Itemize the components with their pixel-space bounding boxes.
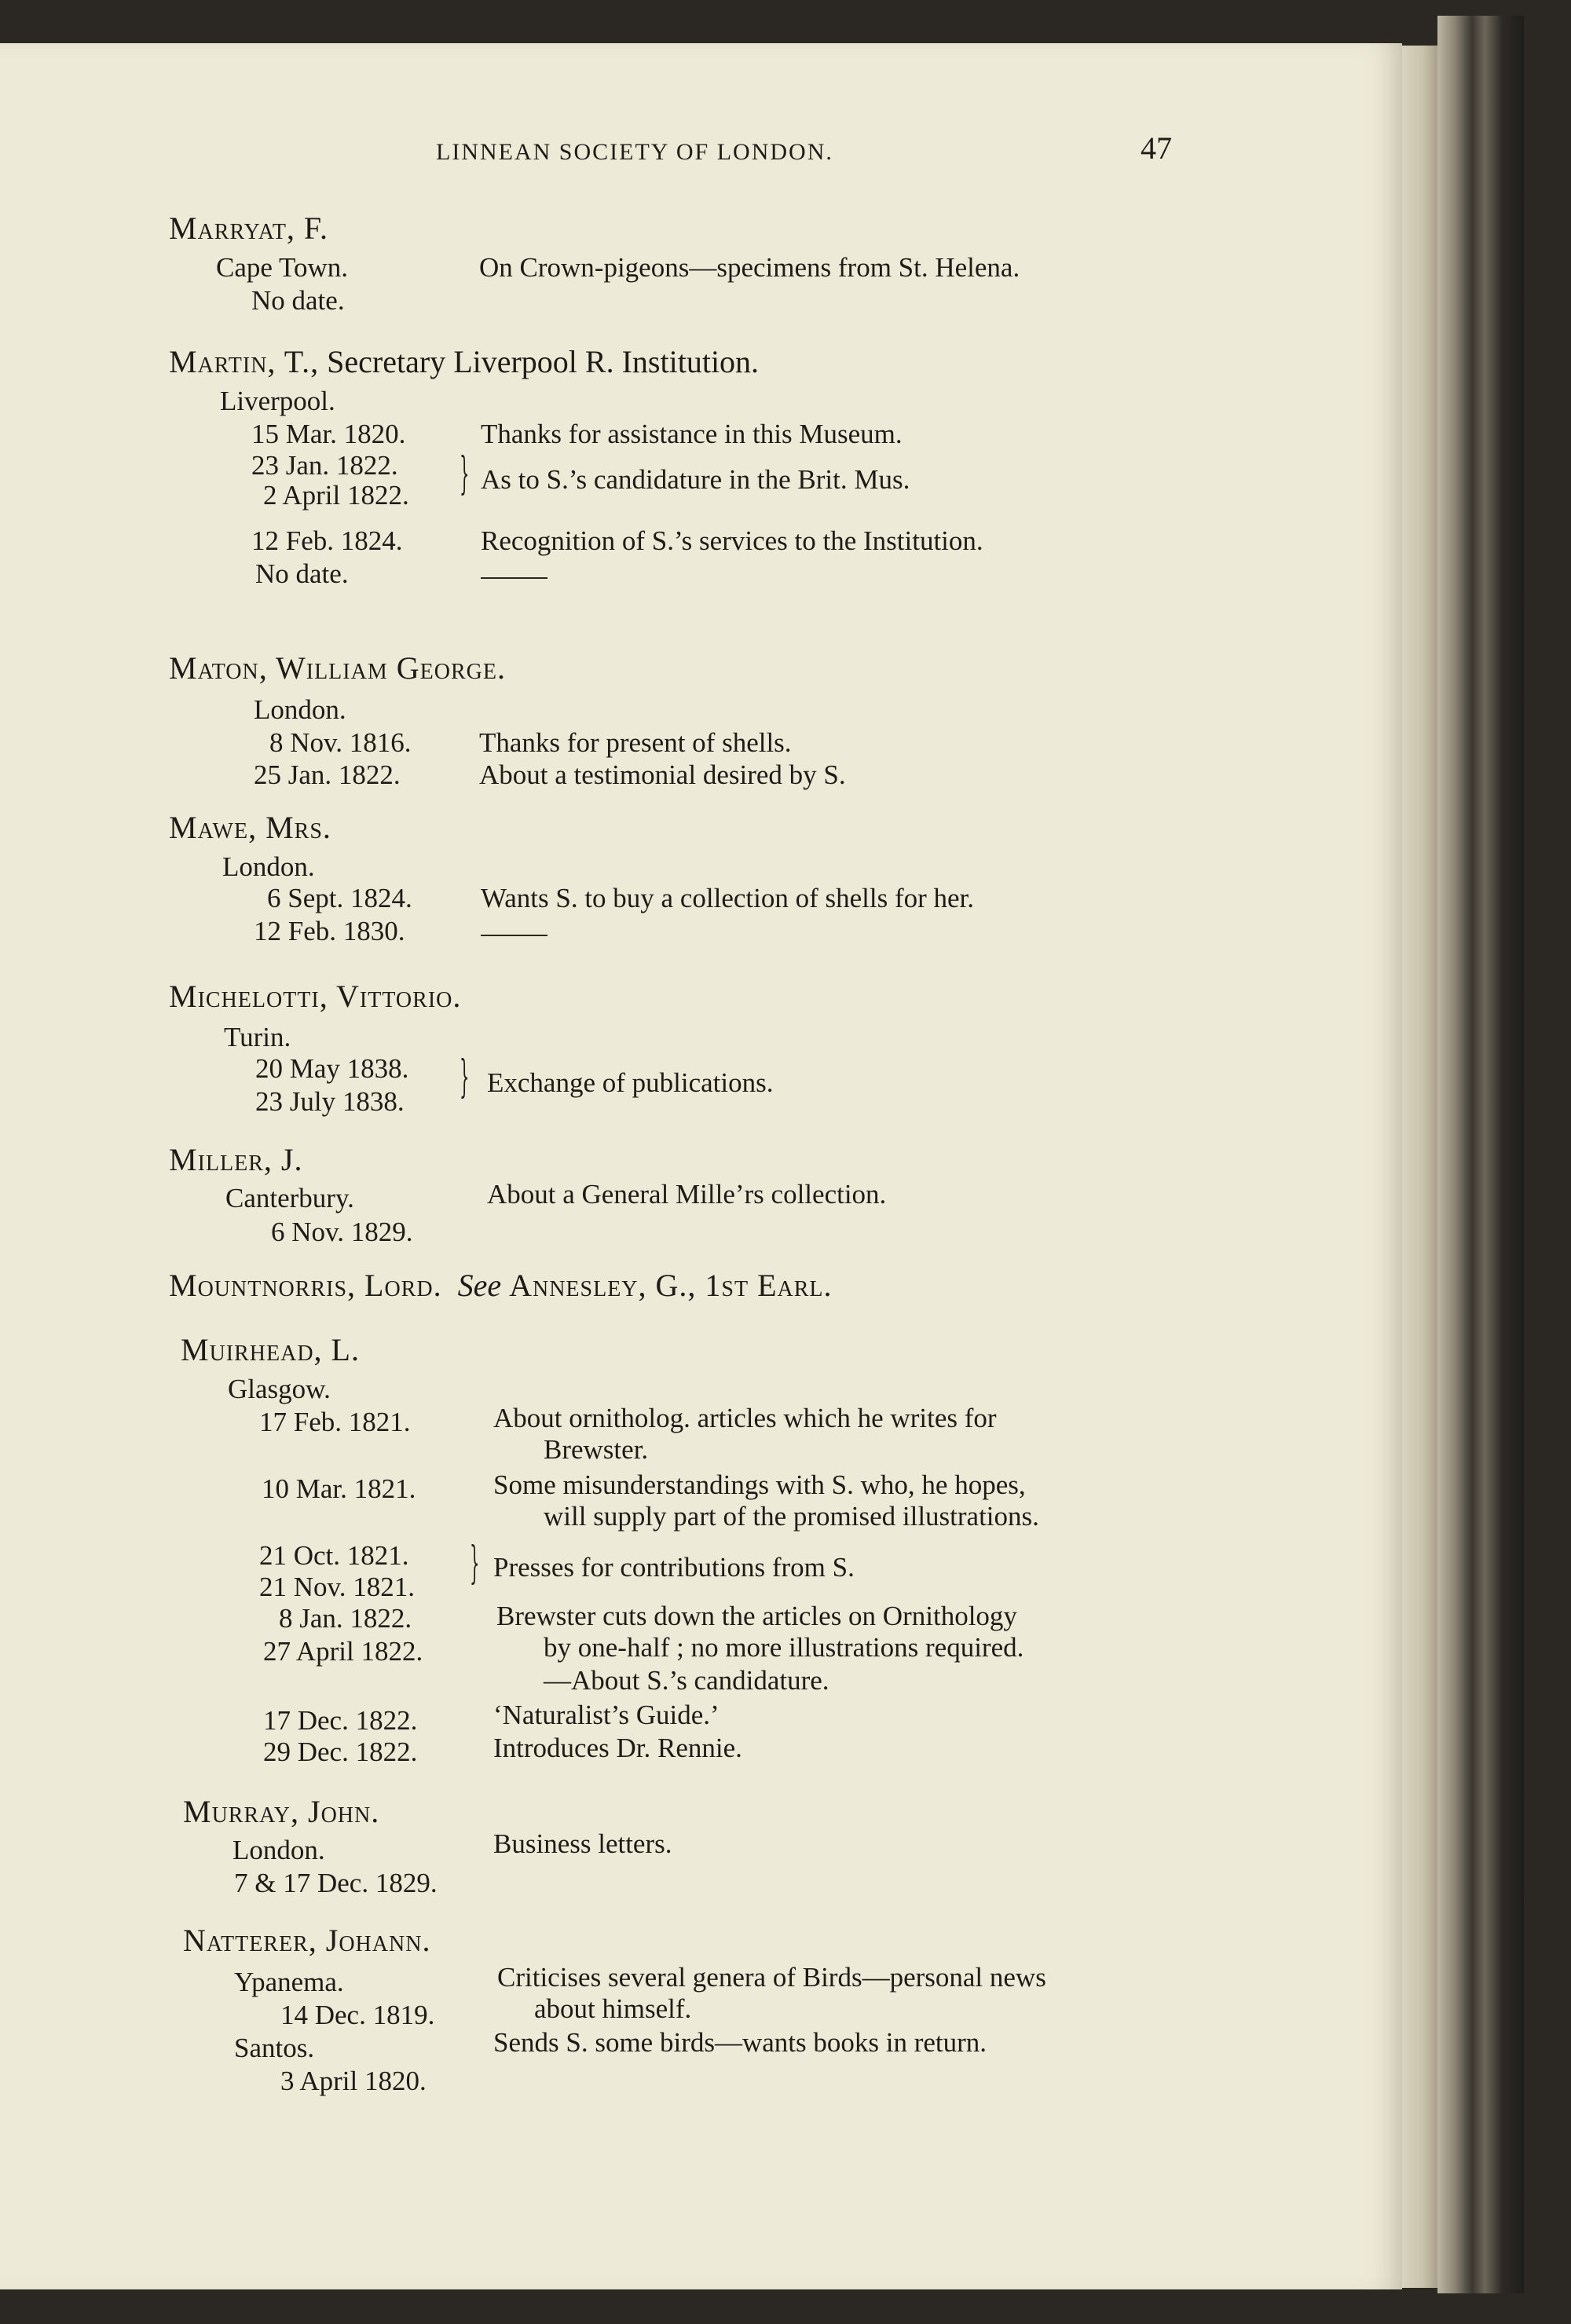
- page-edge: [1402, 46, 1437, 2288]
- entry-description: Some misunderstandings with S. who, he hopes,: [493, 1469, 1026, 1500]
- entry-date: 27 April 1822.: [263, 1636, 423, 1667]
- entry-date: 12 Feb. 1824.: [251, 525, 403, 556]
- entry-date: 6 Nov. 1829.: [271, 1217, 413, 1247]
- entry-description: Sends S. some birds—wants books in return.: [493, 2027, 987, 2058]
- see-reference-word: See: [457, 1268, 502, 1303]
- entry-description: by one-half ; no more illustrations required.: [544, 1632, 1024, 1663]
- entry-date: 21 Oct. 1821.: [259, 1540, 409, 1571]
- entry-description: Brewster.: [544, 1434, 649, 1465]
- entry-name: Michelotti, Vittorio.: [169, 979, 462, 1014]
- entry-date: 17 Feb. 1821.: [259, 1407, 411, 1437]
- entry-date: No date.: [255, 558, 349, 589]
- entry-description: On Crown-pigeons—specimens from St. Helena.: [479, 252, 1020, 283]
- entry-description: Criticises several genera of Birds—personal news: [497, 1962, 1046, 1993]
- entry-date: 15 Mar. 1820.: [251, 419, 406, 449]
- entry-name: Miller, J.: [169, 1142, 303, 1177]
- entry-description: About a General Mille’rs collection.: [487, 1179, 887, 1210]
- entry-description: Presses for contributions from S.: [493, 1552, 855, 1583]
- entry-description: Exchange of publications.: [487, 1067, 774, 1098]
- entry-location: London.: [254, 694, 346, 725]
- entry-date: 29 Dec. 1822.: [263, 1737, 418, 1767]
- entry-date: 7 & 17 Dec. 1829.: [234, 1868, 438, 1898]
- book-page: [0, 43, 1402, 2289]
- entry-name: Mawe, Mrs.: [169, 810, 331, 845]
- entry-name-line: [169, 343, 759, 380]
- entry-name: Muirhead, L.: [181, 1332, 360, 1367]
- entry-name: Marryat, F.: [169, 210, 328, 246]
- entry-description: Thanks for present of shells.: [479, 727, 792, 758]
- entry-name: Maton, William George.: [169, 650, 506, 686]
- entry-title: Secretary Liverpool R. Institution.: [327, 344, 760, 379]
- entry-description: As to S.’s candidature in the Brit. Mus.: [481, 464, 910, 495]
- entry-location: Turin.: [224, 1022, 291, 1052]
- entry-location: Glasgow.: [228, 1374, 331, 1404]
- entry-location: Cape Town.: [216, 252, 348, 283]
- entry-date: 8 Nov. 1816.: [269, 727, 412, 758]
- entry-description: About ornitholog. articles which he writes for: [493, 1403, 997, 1433]
- brace: }: [460, 448, 470, 500]
- entry-date: 8 Jan. 1822.: [279, 1603, 412, 1634]
- brace: }: [470, 1538, 480, 1589]
- entry-date: 17 Dec. 1822.: [263, 1705, 418, 1736]
- entry-name: Natterer, Johann.: [183, 1923, 431, 1958]
- entry-name: Martin, T.,: [169, 344, 320, 379]
- entry-date: 2 April 1822.: [263, 480, 409, 511]
- entry-location: Ypanema.: [234, 1967, 344, 1997]
- entry-date: 23 July 1838.: [255, 1086, 405, 1117]
- entry-description: Recognition of S.’s services to the Institution.: [481, 525, 983, 556]
- entry-date: 23 Jan. 1822.: [251, 450, 398, 481]
- entry-description: Wants S. to buy a collection of shells for her.: [481, 883, 975, 913]
- book-edge: [1437, 16, 1524, 2293]
- entry-date: 21 Nov. 1821.: [259, 1572, 416, 1602]
- entry-date: 25 Jan. 1822.: [254, 759, 401, 790]
- entry-date: 3 April 1820.: [280, 2066, 427, 2096]
- entry-location: Canterbury.: [225, 1183, 354, 1213]
- entry-date: 14 Dec. 1819.: [280, 2000, 435, 2030]
- entry-description: about himself.: [534, 1993, 692, 2024]
- entry-description: Introduces Dr. Rennie.: [493, 1733, 742, 1763]
- cross-reference: Annesley, G., 1st Earl.: [509, 1268, 833, 1303]
- entry-description: ‘Naturalist’s Guide.’: [493, 1700, 720, 1730]
- entry-description: Thanks for assistance in this Museum.: [481, 419, 903, 449]
- entry-date: 20 May 1838.: [255, 1053, 409, 1084]
- dash-rule: [481, 935, 547, 936]
- entry-date: 6 Sept. 1824.: [267, 883, 412, 913]
- entry-date: 10 Mar. 1821.: [262, 1473, 416, 1504]
- running-title: LINNEAN SOCIETY OF LONDON.: [436, 139, 833, 165]
- entry-description: About a testimonial desired by S.: [479, 759, 846, 790]
- entry-description: will supply part of the promised illustrations.: [544, 1501, 1039, 1532]
- entry-description: Brewster cuts down the articles on Ornithology: [496, 1601, 1017, 1631]
- entry-location: London.: [233, 1835, 325, 1865]
- brace: }: [460, 1052, 470, 1103]
- page-content: [0, 43, 1402, 2289]
- entry-date: 12 Feb. 1830.: [254, 916, 405, 946]
- entry-location: Santos.: [234, 2033, 315, 2063]
- entry-name: Mountnorris, Lord.: [169, 1268, 442, 1303]
- dash-rule: [481, 577, 547, 579]
- entry-location: London.: [222, 851, 315, 882]
- entry-name: Murray, John.: [183, 1794, 380, 1829]
- page-number: 47: [1141, 130, 1172, 166]
- entry-description: Business letters.: [493, 1828, 672, 1859]
- entry-name-line: [169, 1267, 833, 1304]
- entry-description: —About S.’s candidature.: [544, 1665, 829, 1696]
- entry-location: Liverpool.: [220, 386, 335, 416]
- entry-date: No date.: [251, 285, 345, 316]
